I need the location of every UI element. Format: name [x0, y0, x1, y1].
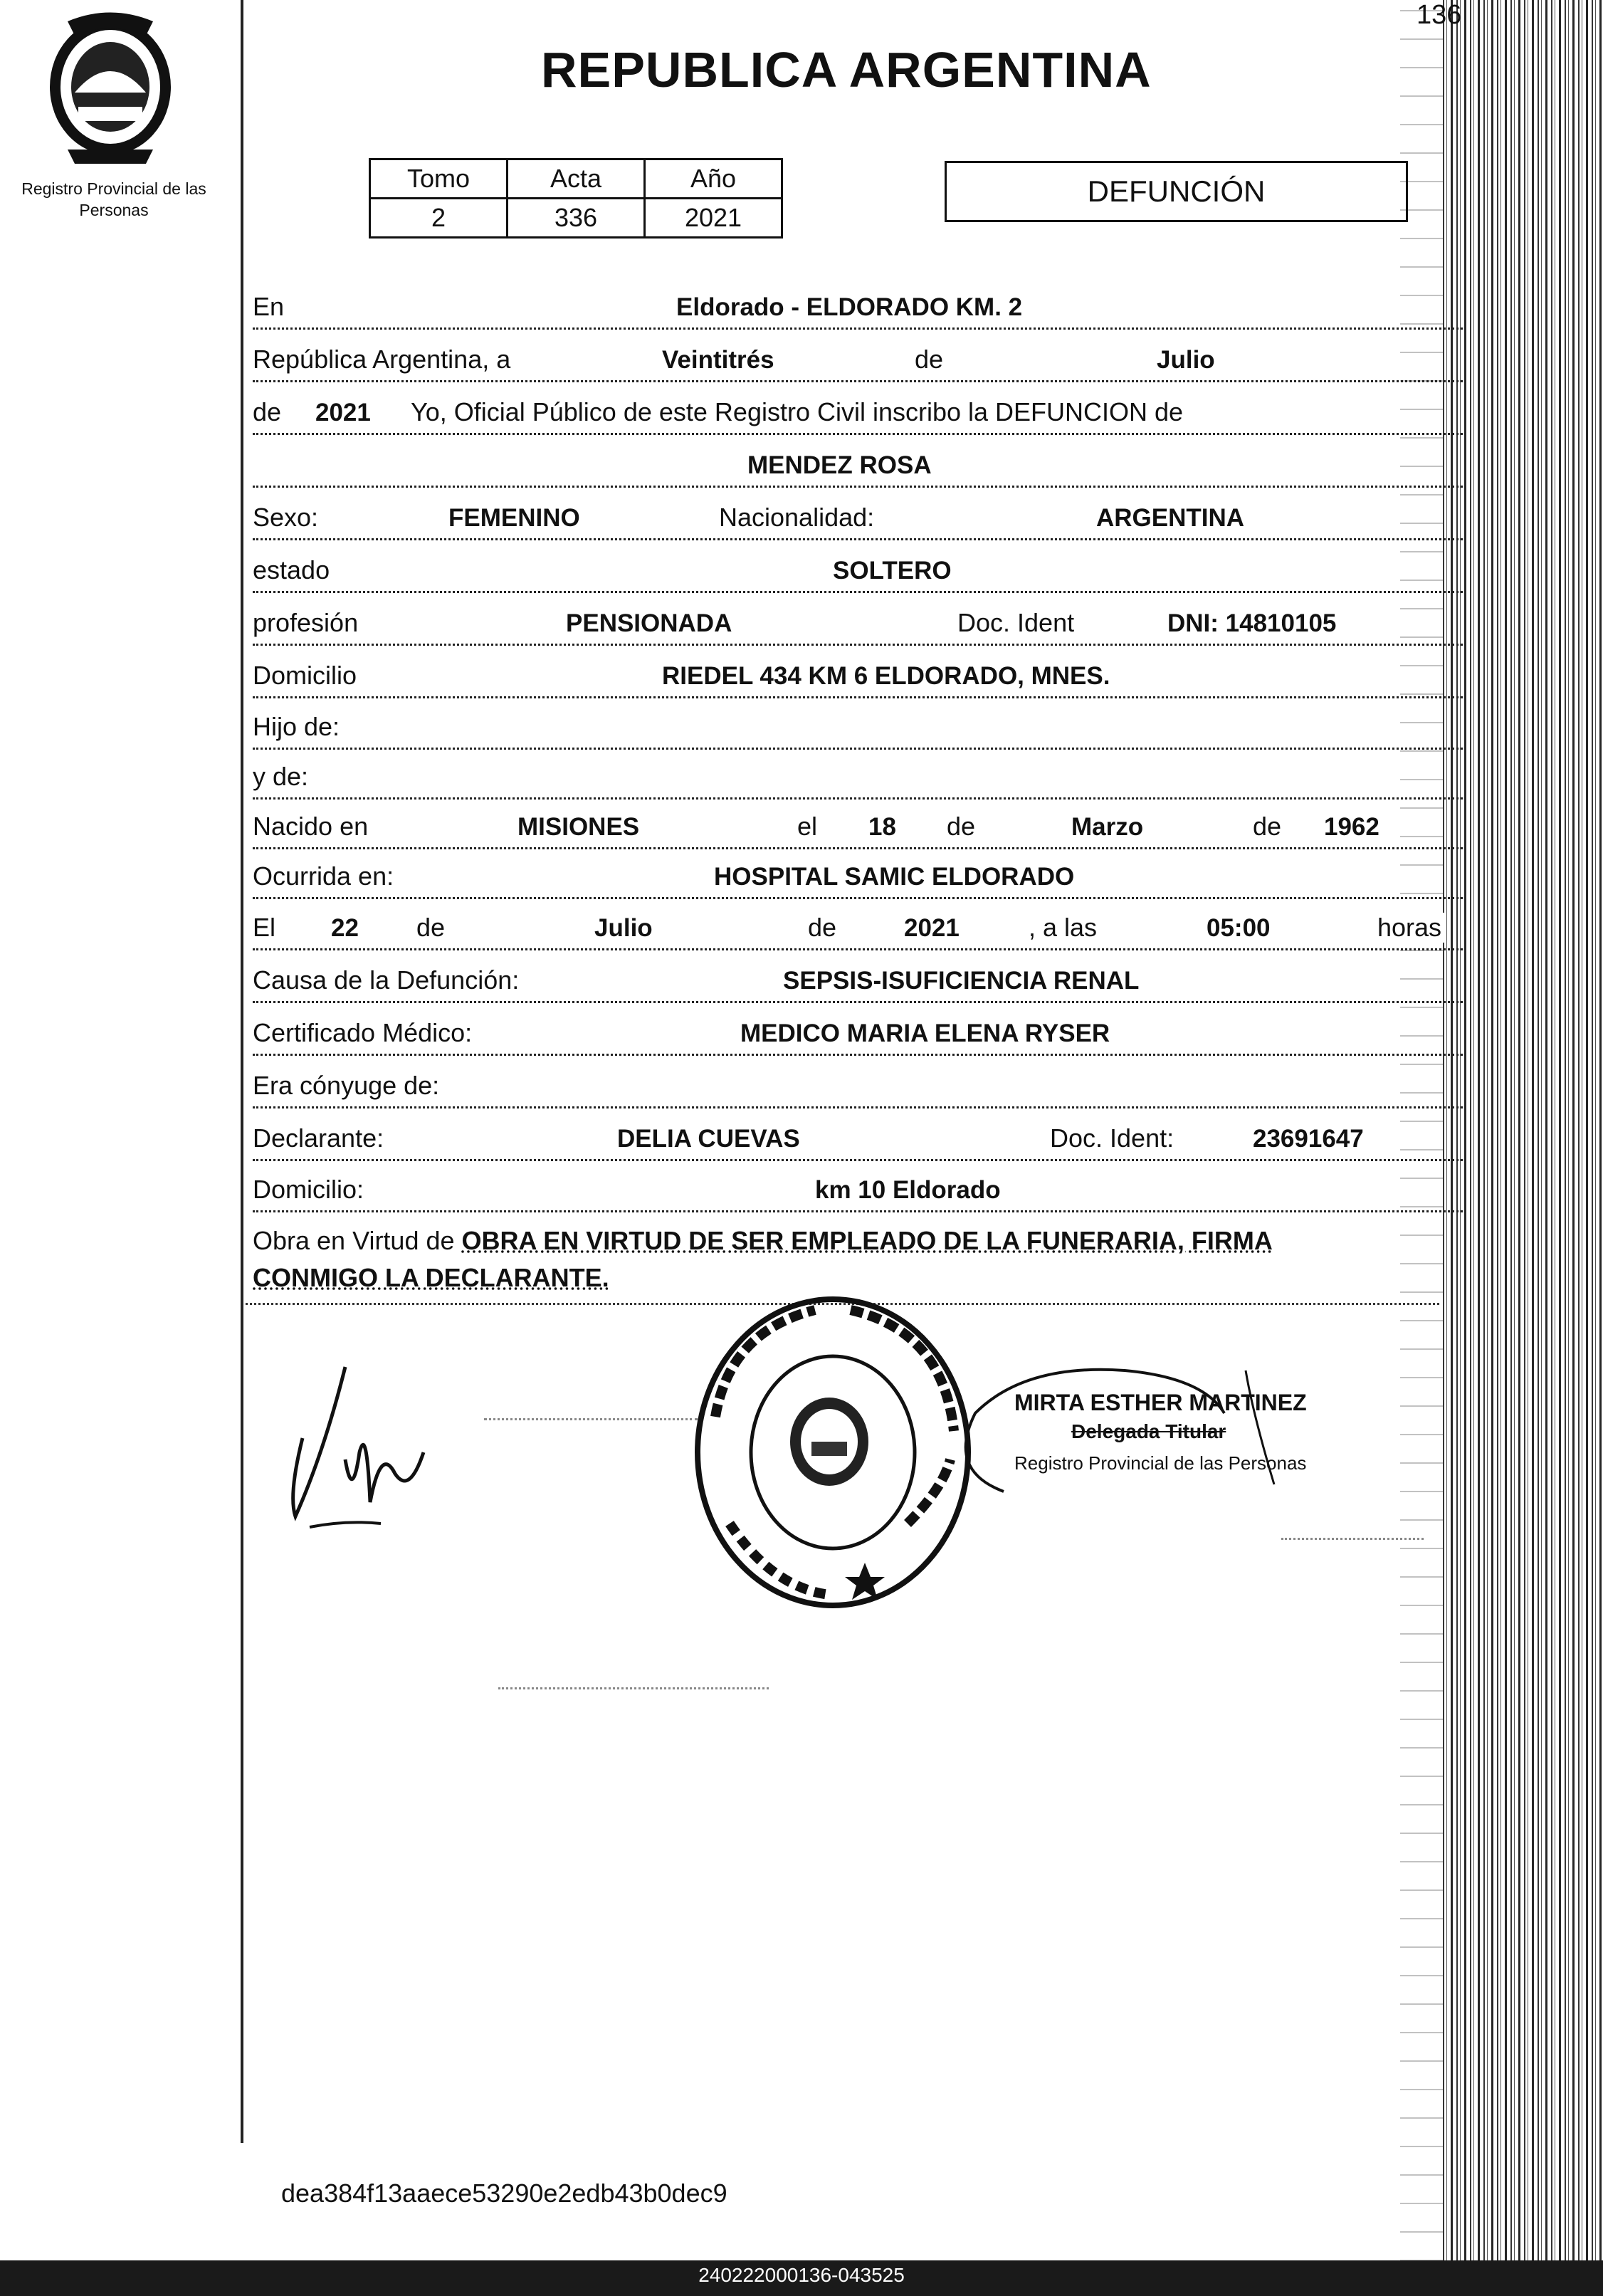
label-estado: estado: [253, 555, 334, 585]
value-lugar: Eldorado - ELDORADO KM. 2: [676, 293, 1023, 321]
value-declarante: DELIA CUEVAS: [617, 1125, 800, 1153]
value-nombre: MENDEZ ROSA: [747, 451, 932, 479]
value-mes: Julio: [1157, 346, 1215, 374]
value-nacionalidad: ARGENTINA: [1096, 504, 1245, 532]
value-anio: 2021: [315, 399, 371, 426]
footer-id: 240222000136-043525: [698, 2264, 905, 2286]
label-de-o1: de: [416, 913, 449, 943]
value-fallec-dia: 22: [331, 914, 359, 942]
row-ocurrida: [253, 854, 1463, 899]
label-doc-ident: Doc. Ident: [957, 608, 1078, 638]
obra-line-1: [253, 1226, 1273, 1256]
value-estado: SOLTERO: [833, 557, 952, 585]
label-conyuge: Era cónyuge de:: [253, 1071, 443, 1101]
officer-role: Delegada Titular: [1071, 1420, 1226, 1442]
value-sexo: FEMENINO: [448, 504, 580, 532]
label-de-o2: de: [808, 913, 841, 943]
scan-artifact-edge: [1443, 0, 1603, 2260]
value-hora: 05:00: [1207, 914, 1271, 942]
label-horas: horas: [1377, 913, 1446, 943]
label-el: el: [797, 812, 821, 842]
value-obra-2: CONMIGO LA DECLARANTE.: [253, 1263, 609, 1292]
label-de-n2: de: [1253, 812, 1286, 842]
tomo-value: 2: [370, 199, 508, 238]
value-nacido-mes: Marzo: [1071, 813, 1144, 841]
value-nacido-lugar: MISIONES: [517, 813, 640, 841]
value-profesion: PENSIONADA: [566, 609, 732, 637]
label-nacido-en: Nacido en: [253, 812, 372, 842]
officer-name: MIRTA ESTHER MARTINEZ: [1014, 1390, 1307, 1415]
delegation-stamp-icon: [687, 1289, 979, 1616]
acta-label: Acta: [508, 159, 645, 199]
row-y-de: [253, 755, 1463, 800]
row-nombre: [253, 443, 1463, 488]
label-domicilio: Domicilio: [253, 661, 361, 691]
label-sexo: Sexo:: [253, 503, 322, 533]
label-obra: Obra en Virtud de: [253, 1226, 455, 1255]
handwritten-signature: [281, 1353, 452, 1538]
tomo-label: Tomo: [370, 159, 508, 199]
provincial-seal-icon: [39, 7, 182, 167]
officer-org: Registro Provincial de las Personas: [1014, 1452, 1307, 1474]
value-fallec-mes: Julio: [594, 914, 653, 942]
label-republica: República Argentina, a: [253, 345, 515, 374]
value-fallec-anio: 2021: [904, 914, 960, 942]
value-dia-letras: Veintitrés: [662, 346, 774, 374]
label-certificado: Certificado Médico:: [253, 1018, 476, 1048]
row-hijo-de: [253, 705, 1463, 750]
label-y-de: y de:: [253, 762, 312, 792]
label-de-2: de: [253, 397, 285, 427]
scan-noise: [1281, 1538, 1424, 1540]
scan-noise: [498, 1687, 769, 1689]
record-header-table: [369, 158, 783, 238]
label-el-2: El: [253, 913, 280, 943]
label-inscribo: Yo, Oficial Público de este Registro Civil inscribo la DEFUNCION de: [411, 397, 1187, 427]
row-inscribo: [253, 390, 1463, 435]
row-estado: [253, 548, 1463, 593]
label-doc-ident-2: Doc. Ident:: [1050, 1123, 1178, 1153]
label-hijo-de: Hijo de:: [253, 712, 344, 742]
value-declarante-domicilio: km 10 Eldorado: [815, 1176, 1001, 1204]
row-domicilio-2: [253, 1168, 1463, 1212]
anio-label: Año: [645, 159, 782, 199]
value-domicilio: RIEDEL 434 KM 6 ELDORADO, MNES.: [662, 662, 1110, 690]
value-causa: SEPSIS-ISUFICIENCIA RENAL: [783, 967, 1140, 995]
anio-value: 2021: [645, 199, 782, 238]
row-fallecimiento: [253, 906, 1463, 950]
scan-noise: [484, 1418, 698, 1420]
row-profesion: [253, 601, 1463, 646]
acta-value: 336: [508, 199, 645, 238]
page-number: 136: [1417, 0, 1462, 30]
label-causa: Causa de la Defunción:: [253, 965, 523, 995]
row-nacimiento: [253, 804, 1463, 849]
label-de-n1: de: [947, 812, 979, 842]
row-causa: [253, 958, 1463, 1003]
registry-caption: Registro Provincial de las Personas: [21, 179, 206, 219]
value-nacido-dia: 18: [868, 813, 896, 841]
row-declarante: [253, 1116, 1463, 1161]
left-margin-rule: [241, 0, 243, 2143]
value-doc-ident: DNI: 14810105: [1167, 609, 1337, 637]
row-fecha: [253, 337, 1463, 382]
document-hash: dea384f13aaece53290e2edb43b0dec9: [281, 2179, 727, 2208]
value-certificado: MEDICO MARIA ELENA RYSER: [740, 1019, 1110, 1047]
value-declarante-doc: 23691647: [1253, 1125, 1364, 1153]
value-obra-1: OBRA EN VIRTUD DE SER EMPLEADO DE LA FUNERARIA, FIRMA: [461, 1226, 1273, 1255]
row-certificado: [253, 1011, 1463, 1056]
row-domicilio: [253, 654, 1463, 698]
page-title: REPUBLICA ARGENTINA: [541, 42, 1152, 98]
document-type-box: DEFUNCIÓN: [945, 161, 1408, 222]
label-ocurrida: Ocurrida en:: [253, 861, 398, 891]
label-en: En: [253, 292, 288, 322]
row-conyuge: [253, 1064, 1463, 1108]
label-domicilio-2: Domicilio:: [253, 1175, 368, 1205]
label-a-las: , a las: [1029, 913, 1101, 943]
value-nacido-anio: 1962: [1324, 813, 1379, 841]
value-ocurrida: HOSPITAL SAMIC ELDORADO: [714, 863, 1075, 891]
label-de-1: de: [915, 345, 947, 374]
label-declarante: Declarante:: [253, 1123, 388, 1153]
label-profesion: profesión: [253, 608, 362, 638]
row-lugar: [253, 285, 1463, 330]
label-nacionalidad: Nacionalidad:: [719, 503, 878, 533]
row-sexo: [253, 496, 1463, 540]
